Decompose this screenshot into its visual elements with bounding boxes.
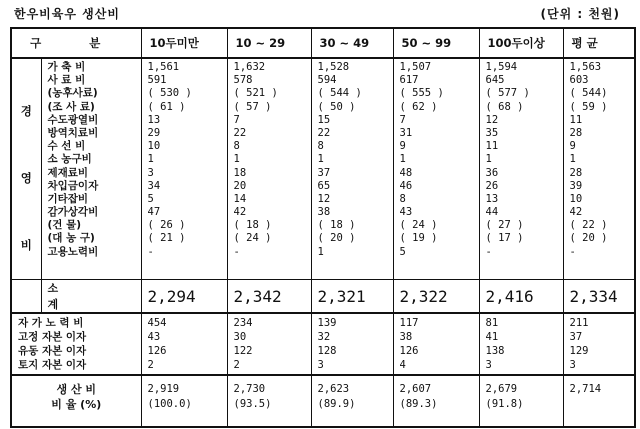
item-value: 1	[233, 153, 240, 166]
header-label: 구 분	[11, 28, 141, 58]
item-value: ( 20 )	[317, 232, 356, 245]
capital-value: 234	[233, 317, 253, 329]
item-value: 11	[569, 113, 583, 126]
item-value: 36	[485, 166, 499, 179]
item-value: 28	[569, 166, 583, 179]
capital-value: 3	[317, 359, 324, 371]
item-values	[227, 58, 311, 280]
header-row	[11, 28, 635, 58]
capital-value: 37	[569, 331, 583, 343]
capital-value: 2	[147, 359, 154, 371]
capital-value: 126	[147, 345, 167, 357]
item-value: ( 59 )	[569, 100, 608, 113]
capital-value: 2	[233, 359, 240, 371]
cost-label-2: 비 율 (%)	[51, 398, 102, 411]
item-value: 5	[147, 192, 154, 205]
item-name: (조 사 료)	[47, 100, 95, 113]
item-value: 3	[147, 166, 154, 179]
page-title: 한우비육우 생산비	[14, 7, 120, 21]
item-names	[41, 58, 141, 280]
cost-cell: 2,679 (91.8)	[479, 375, 563, 427]
capital-values	[563, 313, 635, 375]
col-header: 100두이상	[479, 28, 563, 58]
item-value: 1	[147, 153, 154, 166]
col-header: 10 ~ 29	[227, 28, 311, 58]
item-value: 13	[147, 113, 161, 126]
capital-value: 138	[485, 345, 505, 357]
item-name: 수도광열비	[47, 113, 99, 126]
item-value: 22	[317, 126, 331, 139]
capital-values	[479, 313, 563, 375]
item-name: 방역치료비	[47, 126, 99, 139]
item-value: 591	[147, 74, 167, 87]
item-value: 12	[317, 192, 331, 205]
item-value: -	[147, 245, 154, 258]
cost-cell: 2,919 (100.0)	[141, 375, 227, 427]
item-name: 감가상각비	[47, 206, 99, 219]
cost-label	[11, 375, 141, 427]
capital-value: 81	[485, 317, 499, 329]
item-value: ( 57 )	[233, 100, 272, 113]
item-value: ( 68 )	[485, 100, 524, 113]
item-value: 39	[569, 179, 583, 192]
item-value: ( 577 )	[485, 87, 530, 100]
item-value: -	[233, 245, 240, 258]
item-value: 48	[399, 166, 413, 179]
capital-value: 38	[399, 331, 413, 343]
col-header: 50 ~ 99	[393, 28, 479, 58]
item-value: 10	[569, 192, 583, 205]
item-name: (대 농 구)	[47, 232, 95, 245]
item-value: -	[569, 245, 576, 258]
item-name: 고용노력비	[47, 245, 99, 258]
capital-value: 129	[569, 345, 589, 357]
item-value: ( 24 )	[399, 219, 438, 232]
item-value: 1,594	[485, 61, 518, 73]
production-cost-table	[10, 27, 636, 428]
item-value: 22	[233, 126, 247, 139]
side-char: 영	[20, 171, 32, 185]
item-value: 8	[317, 140, 324, 153]
item-value: ( 22 )	[569, 219, 608, 232]
col-header: 평 균	[563, 28, 635, 58]
capital-value: 126	[399, 345, 419, 357]
item-value: ( 19 )	[399, 232, 438, 245]
capital-values	[393, 313, 479, 375]
item-value: ( 50 )	[317, 100, 356, 113]
item-value: 1,528	[317, 61, 350, 73]
item-value: 1,632	[233, 61, 266, 73]
item-name: 가 축 비	[47, 61, 86, 73]
capital-value: 30	[233, 331, 247, 343]
item-value: 13	[485, 192, 499, 205]
item-name: (농후사료)	[47, 87, 98, 100]
col-header: 30 ~ 49	[311, 28, 393, 58]
capital-value: 454	[147, 317, 167, 329]
item-value: 47	[147, 206, 161, 219]
subtotal-label: 소 계	[41, 280, 141, 314]
item-value: 12	[485, 113, 499, 126]
capital-value: 117	[399, 317, 419, 329]
item-name: (건 물)	[47, 219, 82, 232]
item-value: ( 26 )	[147, 219, 186, 232]
item-value: 28	[569, 126, 583, 139]
item-value: ( 544 )	[317, 87, 362, 100]
item-value: ( 530 )	[147, 87, 192, 100]
item-value: ( 62 )	[399, 100, 438, 113]
capital-value: 3	[569, 359, 576, 371]
item-value: 1	[399, 153, 406, 166]
subtotal-value: 2,334	[563, 280, 635, 314]
item-value: 645	[485, 74, 505, 87]
capital-name: 유동 자본 이자	[18, 345, 87, 357]
item-value: 1	[317, 153, 324, 166]
item-value: 34	[147, 179, 161, 192]
item-name: 제재료비	[47, 166, 89, 179]
item-value: 46	[399, 179, 413, 192]
item-value: ( 17 )	[485, 232, 524, 245]
item-value: ( 555 )	[399, 87, 444, 100]
item-value: 15	[317, 113, 331, 126]
capital-value: 139	[317, 317, 337, 329]
item-value: 1	[485, 153, 492, 166]
item-values	[311, 58, 393, 280]
item-values	[393, 58, 479, 280]
side-label	[11, 58, 41, 280]
item-value: 38	[317, 206, 331, 219]
item-value: 617	[399, 74, 419, 87]
item-value: 5	[399, 245, 406, 258]
item-name: 수 선 비	[47, 140, 86, 153]
subtotal-row	[11, 280, 635, 314]
item-values	[141, 58, 227, 280]
item-value: ( 18 )	[317, 219, 356, 232]
capital-value: 4	[399, 359, 406, 371]
capital-section	[11, 313, 635, 375]
subtotal-value: 2,416	[479, 280, 563, 314]
subtotal-value: 2,294	[141, 280, 227, 314]
item-value: -	[485, 245, 492, 258]
side-char: 비	[20, 238, 32, 252]
item-value: 9	[399, 140, 406, 153]
item-name: 기타잡비	[47, 192, 89, 205]
col-header: 10두미만	[141, 28, 227, 58]
item-name: 차입금이자	[47, 179, 99, 192]
item-value: 31	[399, 126, 413, 139]
capital-values	[227, 313, 311, 375]
item-value: 1,561	[147, 61, 180, 73]
operating-cost-section	[11, 58, 635, 280]
cost-label-1: 생 산 비	[56, 383, 97, 396]
item-value: 10	[147, 140, 161, 153]
item-value: ( 61 )	[147, 100, 186, 113]
capital-value: 211	[569, 317, 589, 329]
capital-value: 43	[147, 331, 161, 343]
capital-value: 122	[233, 345, 253, 357]
item-name: 사 료 비	[47, 74, 86, 87]
item-name: 소 농구비	[47, 153, 92, 166]
item-value: 14	[233, 192, 247, 205]
item-value: 594	[317, 74, 337, 87]
item-values	[479, 58, 563, 280]
cost-cell: 2,607 (89.3)	[393, 375, 479, 427]
subtotal-value: 2,342	[227, 280, 311, 314]
capital-value: 128	[317, 345, 337, 357]
item-value: 20	[233, 179, 247, 192]
cost-cell: 2,714	[563, 375, 635, 427]
unit-label: (단위 : 천원)	[540, 7, 620, 21]
item-value: 1	[317, 245, 324, 258]
item-value: 65	[317, 179, 331, 192]
item-value: 35	[485, 126, 499, 139]
item-value: 8	[233, 140, 240, 153]
capital-value: 41	[485, 331, 499, 343]
capital-values	[311, 313, 393, 375]
item-value: 9	[569, 140, 576, 153]
item-value: 42	[569, 206, 583, 219]
item-value: 7	[233, 113, 240, 126]
item-value: 578	[233, 74, 253, 87]
cost-cell: 2,623 (89.9)	[311, 375, 393, 427]
item-value: 43	[399, 206, 413, 219]
item-value: 42	[233, 206, 247, 219]
capital-name: 자 가 노 력 비	[18, 317, 84, 329]
item-value: 26	[485, 179, 499, 192]
item-value: ( 27 )	[485, 219, 524, 232]
subtotal-value: 2,321	[311, 280, 393, 314]
item-value: ( 24 )	[233, 232, 272, 245]
item-value: ( 18 )	[233, 219, 272, 232]
capital-name: 고정 자본 이자	[18, 331, 87, 343]
item-value: 11	[485, 140, 499, 153]
item-value: 29	[147, 126, 161, 139]
item-value: 1,507	[399, 61, 432, 73]
capital-name: 토지 자본 이자	[18, 359, 87, 371]
item-value: 18	[233, 166, 247, 179]
item-value: 603	[569, 74, 589, 87]
item-value: ( 20 )	[569, 232, 608, 245]
item-value: ( 544)	[569, 87, 608, 100]
subtotal-value: 2,322	[393, 280, 479, 314]
cost-cell: 2,730 (93.5)	[227, 375, 311, 427]
item-value: 37	[317, 166, 331, 179]
item-value: ( 521 )	[233, 87, 278, 100]
capital-value: 32	[317, 331, 331, 343]
item-values	[563, 58, 635, 280]
cost-row	[11, 375, 635, 427]
side-char: 경	[20, 104, 32, 118]
item-value: ( 21 )	[147, 232, 186, 245]
item-value: 7	[399, 113, 406, 126]
item-value: 1	[569, 153, 576, 166]
capital-values	[141, 313, 227, 375]
item-value: 8	[399, 192, 406, 205]
item-value: 1,563	[569, 61, 602, 73]
capital-value: 3	[485, 359, 492, 371]
capital-names	[11, 313, 141, 375]
item-value: 44	[485, 206, 499, 219]
